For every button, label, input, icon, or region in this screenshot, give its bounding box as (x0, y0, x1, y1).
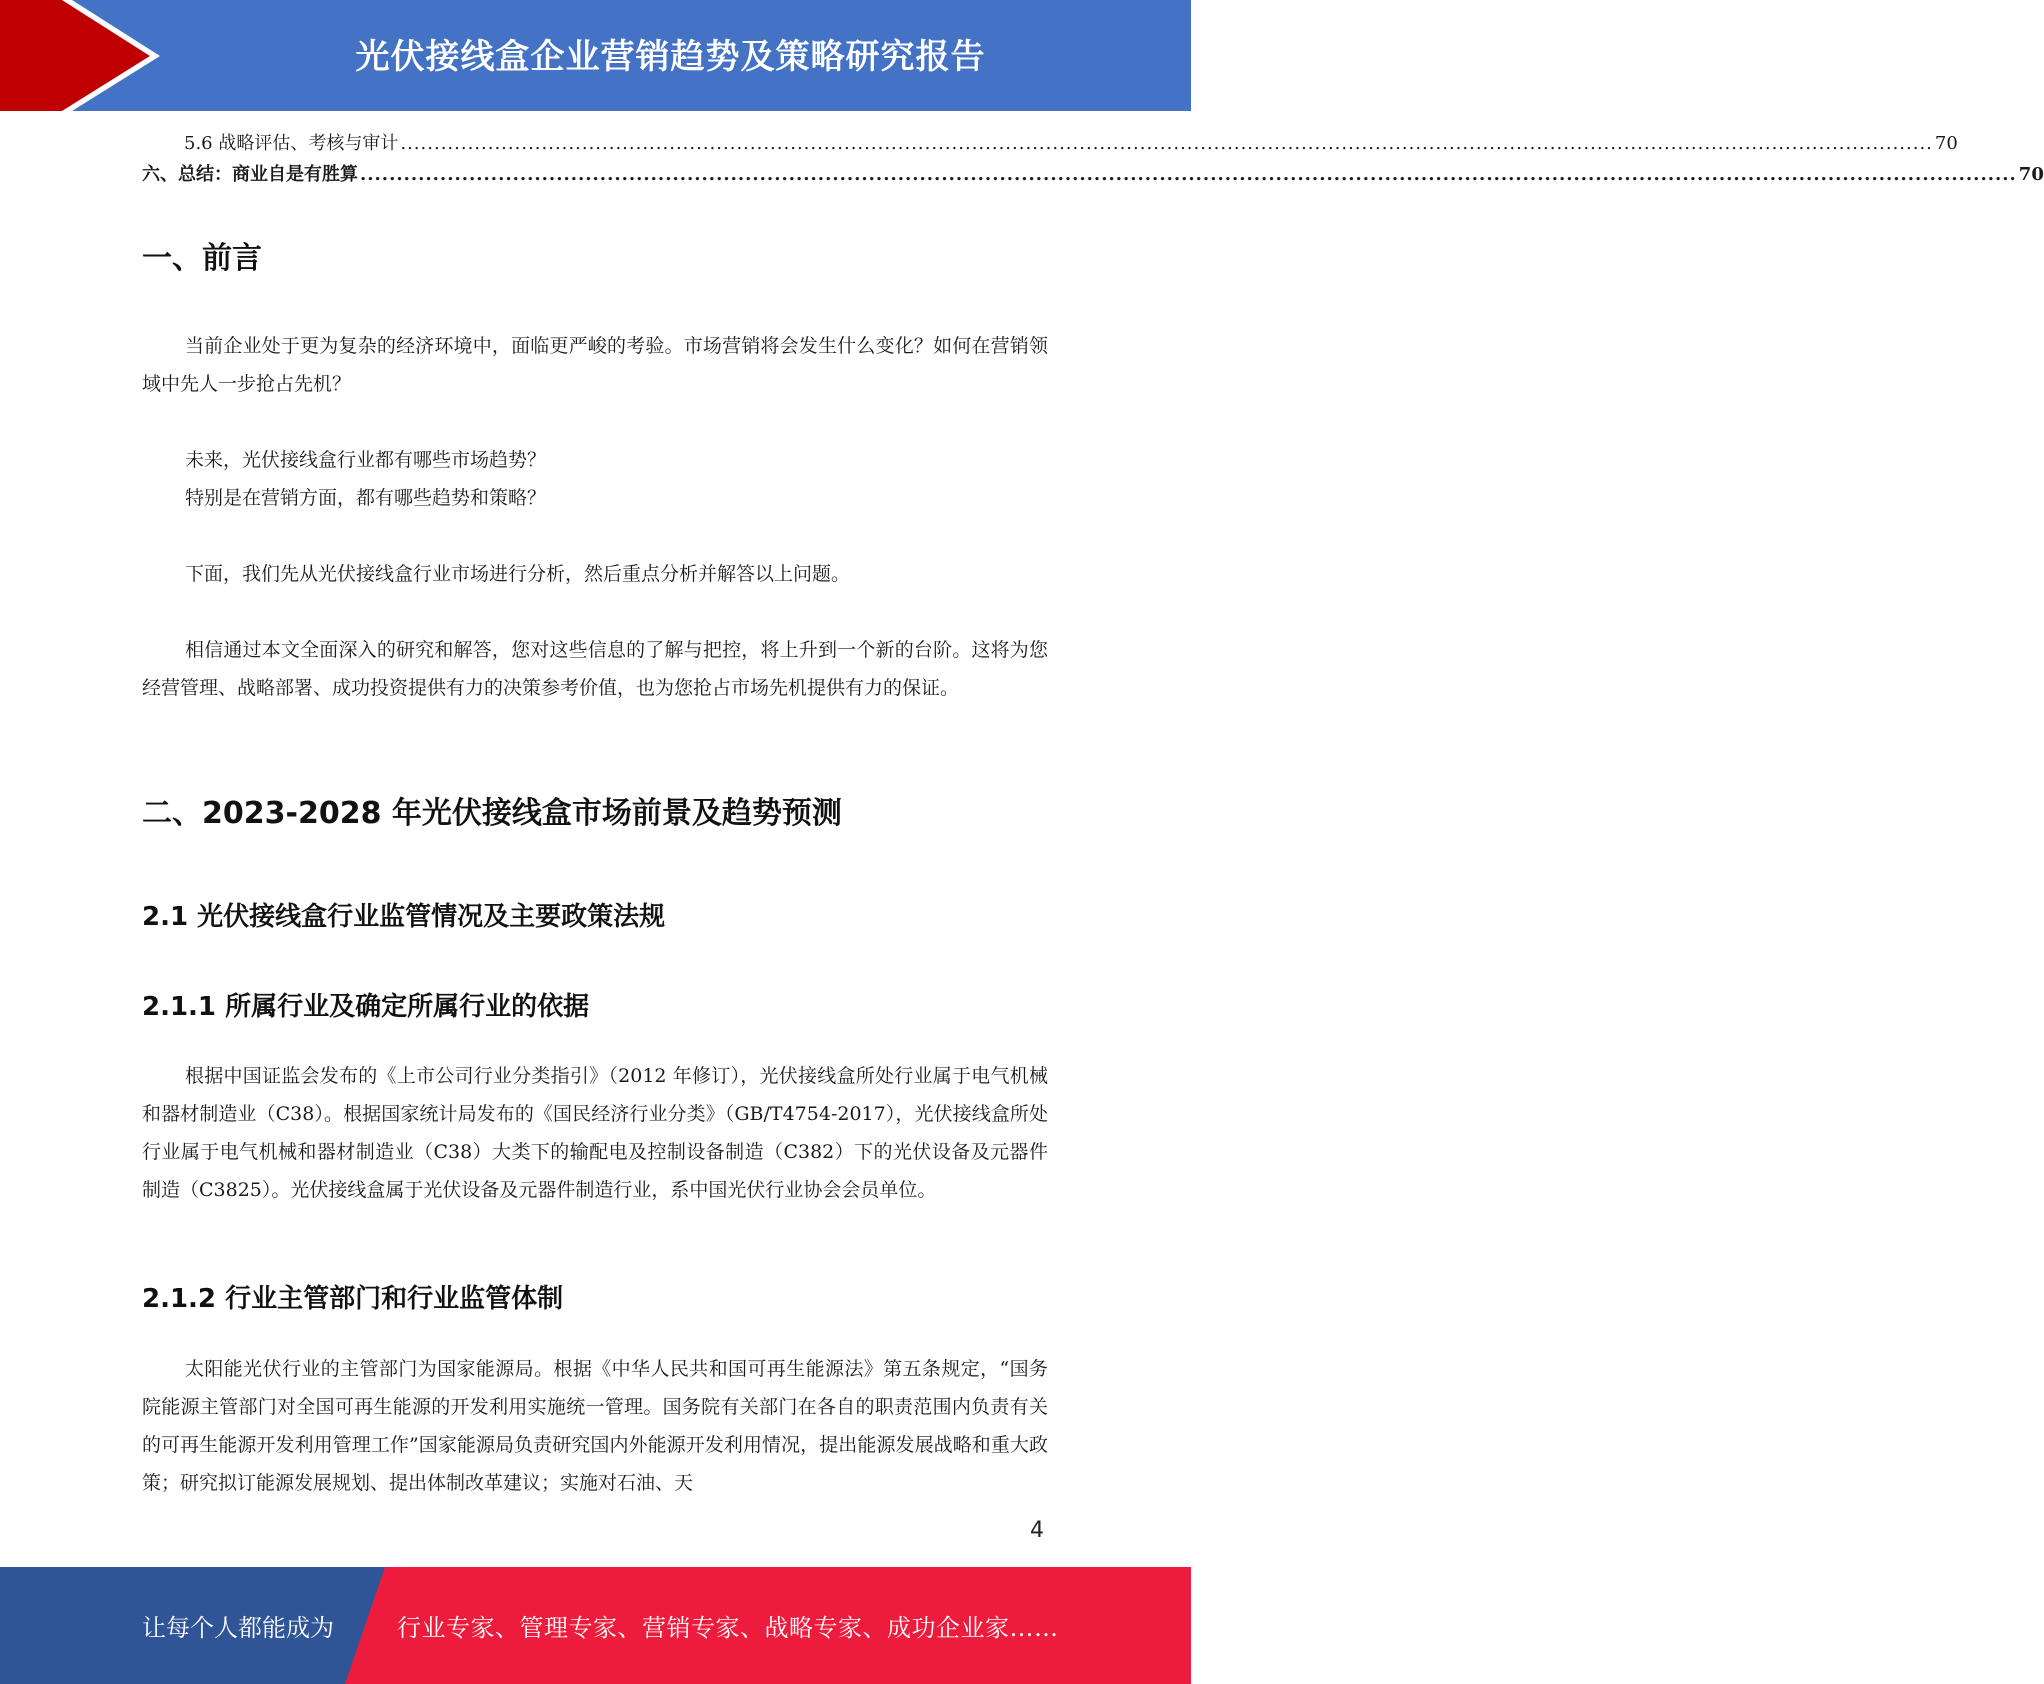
section-heading: 二、2023-2028 年光伏接线盒市场前景及趋势预测 (142, 796, 842, 831)
body-paragraph: 根据中国证监会发布的《上市公司行业分类指引》（2012 年修订），光伏接线盒所处行业属于电气机械和器材制造业（C38）。根据国家统计局发布的《国民经济行业分类》（GB/T4754-2017），光伏接线盒所处行业属于电气机械和器材制造业（C38）大类下的输配电及控制设备制造（C382）下的光伏设备及元器件制造（C3825）。光伏接线盒属于光伏设备及元器件制造行业，系中国光伏行业协会会员单位。 (142, 1065, 1048, 1201)
body-paragraph: 太阳能光伏行业的主管部门为国家能源局。根据《中华人民共和国可再生能源法》第五条规定，“国务院能源主管部门对全国可再生能源的开发利用实施统一管理。国务院有关部门在各自的职责范围内负责有关的可再生能源开发利用管理工作”国家能源局负责研究国内外能源开发利用情况，提出能源发展战略和重大政策；研究拟订能源发展规划、提出体制改革建议；实施对石油、天 (142, 1358, 1048, 1494)
toc-leader-dots: .................................................................................................................................................................................................................................... (360, 164, 2017, 185)
toc-entry-page: 70 (2018, 164, 2044, 185)
header-arrow-decoration (0, 0, 160, 111)
subsection-heading: 2.1.2 行业主管部门和行业监管体制 (142, 1284, 564, 1314)
toc-entry[interactable] (142, 160, 2044, 188)
body-paragraph: 当前企业处于更为复杂的经济环境中，面临更严峻的考验。市场营销将会发生什么变化？如何在营销领域中先人一步抢占先机？ (142, 335, 1048, 395)
body-paragraph: 未来，光伏接线盒行业都有哪些市场趋势？ (185, 449, 547, 471)
subsection-heading: 2.1.1 所属行业及确定所属行业的依据 (142, 992, 590, 1022)
toc-entry-label: 5.6 战略评估、考核与审计 (184, 133, 399, 154)
body-paragraph: 特别是在营销方面，都有哪些趋势和策略？ (185, 487, 547, 509)
toc-entry-page: 70 (1934, 133, 1958, 154)
header-banner (0, 0, 1191, 111)
toc-leader-dots: .................................................................................................................................................................................................................................... (400, 133, 1933, 154)
body-paragraph: 相信通过本文全面深入的研究和解答，您对这些信息的了解与把控，将上升到一个新的台阶。这将为您经营管理、战略部署、成功投资提供有力的决策参考价值，也为您抢占市场先机提供有力的保证。 (142, 639, 1048, 699)
section-heading: 一、前言 (142, 241, 262, 276)
report-title: 光伏接线盒企业营销趋势及策略研究报告 (355, 36, 986, 77)
toc-entry-label: 六、总结：商业自是有胜算 (142, 164, 358, 185)
subsection-heading: 2.1 光伏接线盒行业监管情况及主要政策法规 (142, 902, 666, 932)
footer-slogan-right: 行业专家、管理专家、营销专家、战略专家、成功企业家…… (397, 1614, 1059, 1642)
page-number: 4 (1030, 1518, 1044, 1543)
toc-entry[interactable] (142, 129, 1958, 157)
footer-slogan-left: 让每个人都能成为 (142, 1614, 334, 1642)
footer-banner (0, 1567, 1191, 1684)
body-paragraph: 下面，我们先从光伏接线盒行业市场进行分析，然后重点分析并解答以上问题。 (185, 563, 851, 585)
